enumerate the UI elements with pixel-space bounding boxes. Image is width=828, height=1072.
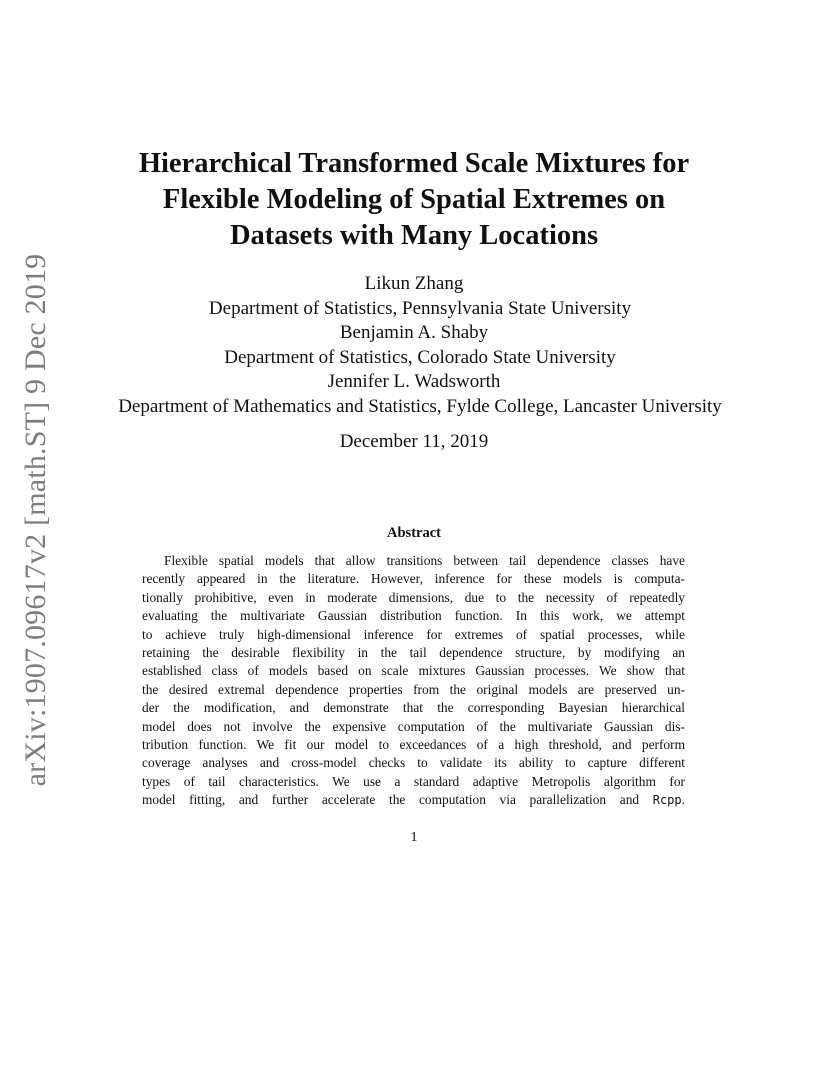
author-affiliation: Department of Statistics, Colorado State University [224,346,616,368]
abstract-line: evaluating the multivariate Gaussian distribution function. In this work, we attempt [142,608,685,624]
abstract-body [142,552,685,810]
abstract-line: Flexible spatial models that allow transitions between tail dependence classes have [164,553,685,568]
author-name: Jennifer L. Wadsworth [327,371,501,392]
abstract-line: tribution function. We fit our model to exceedances of a high threshold, and perform [142,737,685,753]
title-line: Flexible Modeling of Spatial Extremes on [162,184,666,215]
title-line: Hierarchical Transformed Scale Mixtures for [138,148,690,179]
abstract-line: coverage analyses and cross-model checks to validate its ability to capture different [142,755,685,771]
abstract-last-line [142,791,685,809]
abstract-line: der the modification, and demonstrate that the corresponding Bayesian hierarchical [142,700,685,716]
author-name: Likun Zhang [364,273,464,294]
author-name: Benjamin A. Shaby [339,322,489,343]
abstract-line: tionally prohibitive, even in moderate dimensions, due to the necessity of repeatedly [142,589,685,605]
abstract-line: model does not involve the expensive computation of the multivariate Gaussian dis- [142,718,685,734]
abstract-line: the desired extremal dependence properties from the original models are preserved un- [142,681,685,697]
abstract-line: recently appeared in the literature. However, inference for these models is computa- [142,571,685,587]
abstract-line: types of tail characteristics. We use a standard adaptive Metropolis algorithm for [142,773,685,789]
title-line: Datasets with Many Locations [229,220,599,251]
author-affiliation: Department of Statistics, Pennsylvania State University [208,297,632,319]
author-affiliation: Department of Mathematics and Statistics, Fylde College, Lancaster University [118,395,722,417]
abstract-line: to achieve truly high-dimensional inference for extremes of spatial processes, while [142,626,685,642]
arxiv-identifier-stamp: arXiv:1907.09617v2 [math.ST] 9 Dec 2019 [19,253,52,787]
code-word: Rcpp [652,793,682,808]
abstract-line: established class of models based on scale mixtures Gaussian processes. We show that [142,663,685,679]
author-block [0,272,828,419]
paper-date: December 11, 2019 [339,431,489,452]
page-number: 1 [410,830,418,845]
paper-title [0,146,828,254]
abstract-line: retaining the desirable flexibility in the tail dependence structure, by modifying an [142,645,685,661]
abstract-final-punct: . [681,792,685,808]
abstract-line-text: model fitting, and further accelerate the computation via parallelization and [142,792,640,808]
abstract-heading: Abstract [387,525,441,541]
